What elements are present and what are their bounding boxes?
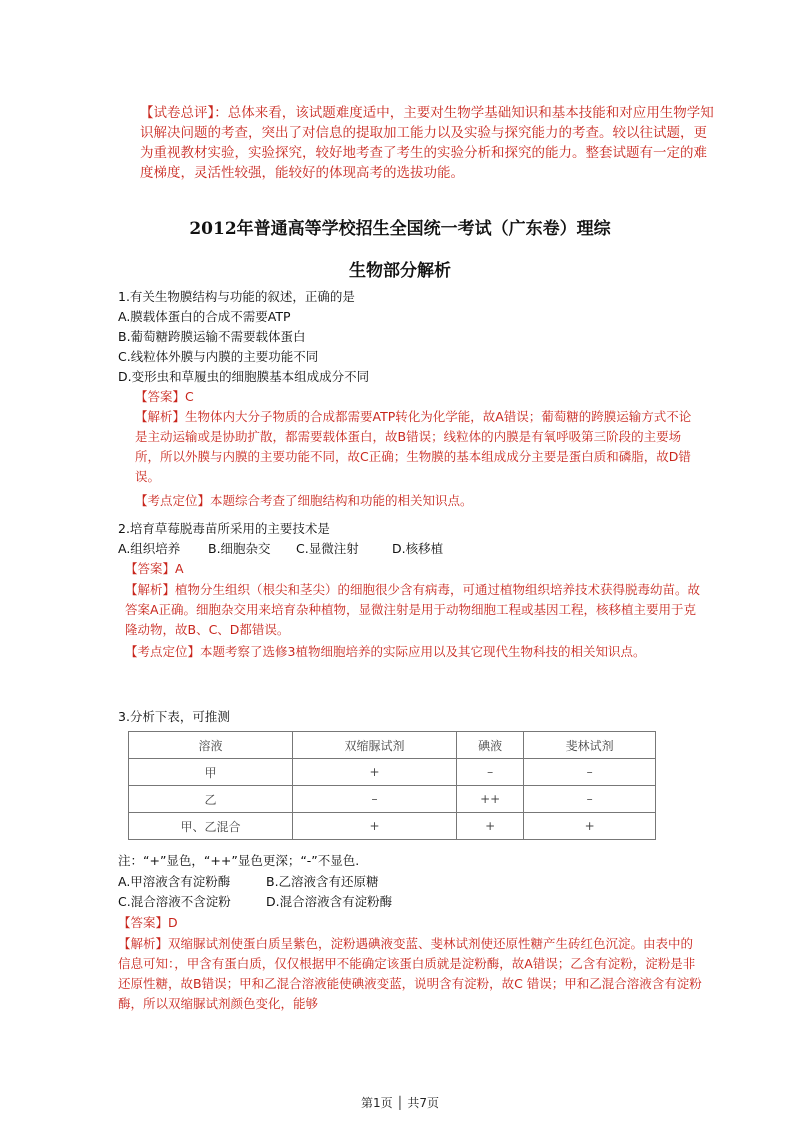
table-header-cell: 碘液 [457,732,524,759]
q1-knowledge-point: 【考点定位】本题综合考查了细胞结构和功能的相关知识点。 [135,493,473,508]
table-cell: + [293,813,457,840]
exam-subtitle: 生物部分解析 [349,261,451,281]
q1-option-a: A.膜载体蛋白的合成不需要ATP [118,309,291,324]
table-cell: – [524,786,656,813]
q1-option-d: D.变形虫和草履虫的细胞膜基本组成成分不同 [118,369,370,384]
q3-analysis: 【解析】双缩脲试剂使蛋白质呈紫色，淀粉遇碘液变蓝、斐林试剂使还原性糖产生砖红色沉淀。由表中的信息可知：，甲含有蛋白质，仅仅根据甲不能确定该蛋白质就是淀粉酶，故A错误；乙含有淀粉，淀粉是非还原性糖，故B错误；甲和乙混合溶液能使碘液变蓝，说明含有淀粉，故C 错误；甲和乙混合溶液含有淀粉酶，所以双缩脲试剂颜色变化，能够 [118,936,702,1011]
table-header-cell: 斐林试剂 [524,732,656,759]
q2-analysis: 【解析】植物分生组织（根尖和茎尖）的细胞很少含有病毒，可通过植物组织培养技术获得脱毒幼苗。故答案A正确。细胞杂交用来培育杂种植物，显微注射是用于动物细胞工程或基因工程，核移植主要用于克隆动物，故B、C、D都错误。 [125,582,701,637]
q3-option-a: A.甲溶液含有淀粉酶 [118,874,231,889]
q3-stem: 3.分析下表，可推测 [118,709,230,724]
q2-options [118,540,443,558]
table-cell: + [457,813,524,840]
table-cell: 甲 [129,759,293,786]
exam-summary: 【试卷总评】：总体来看，该试题难度适中，主要对生物学基础知识和基本技能和对应用生物学知识解决问题的考查，突出了对信息的提取加工能力以及实验与探究能力的考查。较以往试题，更为重视教材实验，实验探究，较好地考查了考生的实验分析和探究的能力。整套试题有一定的难度梯度，灵活性较强，能较好的体现高考的选拔功能。 [140,105,714,181]
q1-analysis: 【解析】生物体内大分子物质的合成都需要ATP转化为化学能，故A错误；葡萄糖的跨膜运输方式不论是主动运输或是协助扩散，都需要载体蛋白，故B错误；线粒体的内膜是有氧呼吸第三阶段的主要场所，所以外膜与内膜的主要功能不同，故C正确；生物膜的基本组成成分主要是蛋白质和磷脂，故D错误。 [135,409,692,484]
table-header-row [129,732,656,759]
page-footer: 第1页 │ 共7页 [360,1096,440,1110]
q1-option-c: C.线粒体外膜与内膜的主要功能不同 [118,349,319,364]
q3-answer: 【答案】D [118,915,178,930]
q1-answer: 【答案】C [135,389,194,404]
q2-option-b: B.细胞杂交 [208,541,271,556]
table-cell: 乙 [129,786,293,813]
table-cell: – [293,786,457,813]
table-cell: – [524,759,656,786]
q1-option-b: B.葡萄糖跨膜运输不需要载体蛋白 [118,329,306,344]
q2-answer: 【答案】A [125,561,184,576]
q3-option-d: D.混合溶液含有淀粉酶 [266,894,393,909]
q3-option-c: C.混合溶液不含淀粉 [118,894,231,909]
table-cell: 甲、乙混合 [129,813,293,840]
q2-stem: 2.培育草莓脱毒苗所采用的主要技术是 [118,521,330,536]
table-cell: + [293,759,457,786]
q2-option-a: A.组织培养 [118,541,181,556]
table-cell: ++ [457,786,524,813]
q2-option-d: D.核移植 [392,541,444,556]
table-cell: + [524,813,656,840]
table-row [129,813,656,840]
q2-knowledge-point: 【考点定位】本题考察了选修3植物细胞培养的实际应用以及其它现代生物科技的相关知识点。 [125,644,646,659]
q3-note: 注：“+”显色，“++”显色更深；“-”不显色. [118,853,360,868]
reagent-table [128,731,656,840]
exam-title: 2012年普通高等学校招生全国统一考试（广东卷）理综 [189,219,611,239]
table-header-cell: 双缩脲试剂 [293,732,457,759]
q3-options-row1 [118,873,379,891]
q2-option-c: C.显微注射 [296,541,359,556]
table-row [129,759,656,786]
q3-options-row2 [118,893,392,911]
q3-option-b: B.乙溶液含有还原糖 [266,874,379,889]
q1-stem: 1.有关生物膜结构与功能的叙述，正确的是 [118,289,355,304]
table-row [129,786,656,813]
table-cell: – [457,759,524,786]
table-header-cell: 溶液 [129,732,293,759]
